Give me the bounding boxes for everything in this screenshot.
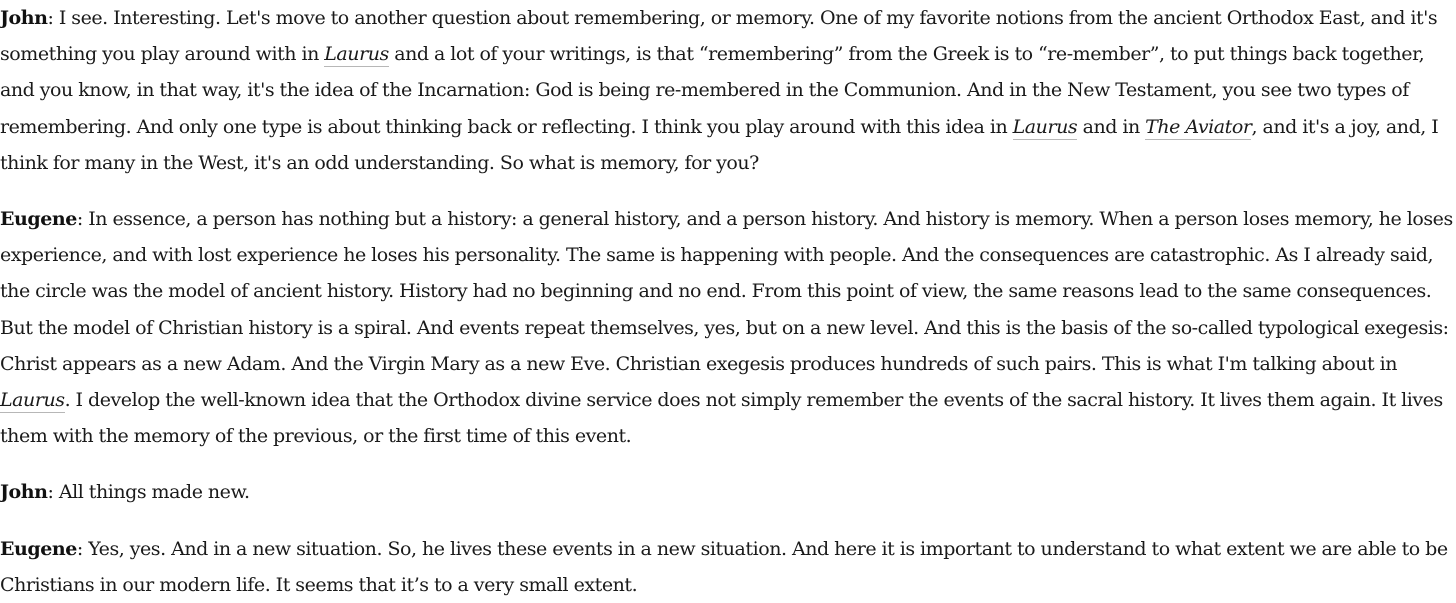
paragraph-text: : I see. Interesting. Let's move to another question about remembering, or memory. One of my favorite notions from the ancient Orthodox East, and it's something you play around with in xyxy=(0,7,1438,66)
paragraph-john-memory-question xyxy=(0,0,1456,181)
paragraph-john-all-things-new xyxy=(0,474,1456,510)
paragraph-text: , and it's a joy, and, I think for many in the West, it's an odd understanding. So what is memory, for you? xyxy=(0,115,1439,174)
laurus-link[interactable]: Laurus xyxy=(324,43,389,66)
paragraph-text: and a lot of your writings, is that “remembering” from the Greek is to “re-member”, to put things back together, and you know, in that way, it's the idea of the Incarnation: God is being re-membered in the Communion. And in the New Testament, you see two types of remembering. And only one type is about thinking back or reflecting. I think you play around with this idea in xyxy=(0,43,1425,138)
paragraph-text: : All things made new. xyxy=(47,481,250,504)
speaker-name: John xyxy=(0,481,48,504)
speaker-name: Eugene xyxy=(0,208,77,231)
laurus-link[interactable]: Laurus xyxy=(0,389,65,412)
the-aviator-link[interactable]: The Aviator xyxy=(1145,115,1252,138)
speaker-name: Eugene xyxy=(0,537,77,560)
laurus-link[interactable]: Laurus xyxy=(1012,115,1078,138)
paragraph-text: : Yes, yes. And in a new situation. So, he lives these events in a new situation. And here it is important to understand to what extent we are able to be Christians in our modern life. It seems that it’s to a very small extent. xyxy=(0,537,1448,596)
paragraph-text: and in xyxy=(1077,115,1146,138)
paragraph-text: : In essence, a person has nothing but a history: a general history, and a person history. And history is memory. When a person loses memory, he loses experience, and with lost experience he loses his personality. The same is happening with people. And the consequences are catastrophic. As I already said, the circle was the model of ancient history. History had no beginning and no end. From this point of view, the same reasons lead to the same consequences. But the model of Christian history is a spiral. And events repeat themselves, yes, but on a new level. And this is the basis of the so-called typological exegesis: Christ appears as a new Adam. And the Virgin Mary as a new Eve. Christian exegesis produces hundreds of such pairs. This is what I'm talking about in xyxy=(0,208,1453,375)
speaker-name: John xyxy=(0,7,48,29)
paragraph-text: . I develop the well-known idea that the Orthodox divine service does not simply remember the events of the sacral history. It lives them again. It lives them with the memory of the previous, or the first time of this event. xyxy=(0,389,1443,448)
paragraph-eugene-memory-answer xyxy=(0,201,1456,454)
paragraph-eugene-new-situation xyxy=(0,531,1456,603)
